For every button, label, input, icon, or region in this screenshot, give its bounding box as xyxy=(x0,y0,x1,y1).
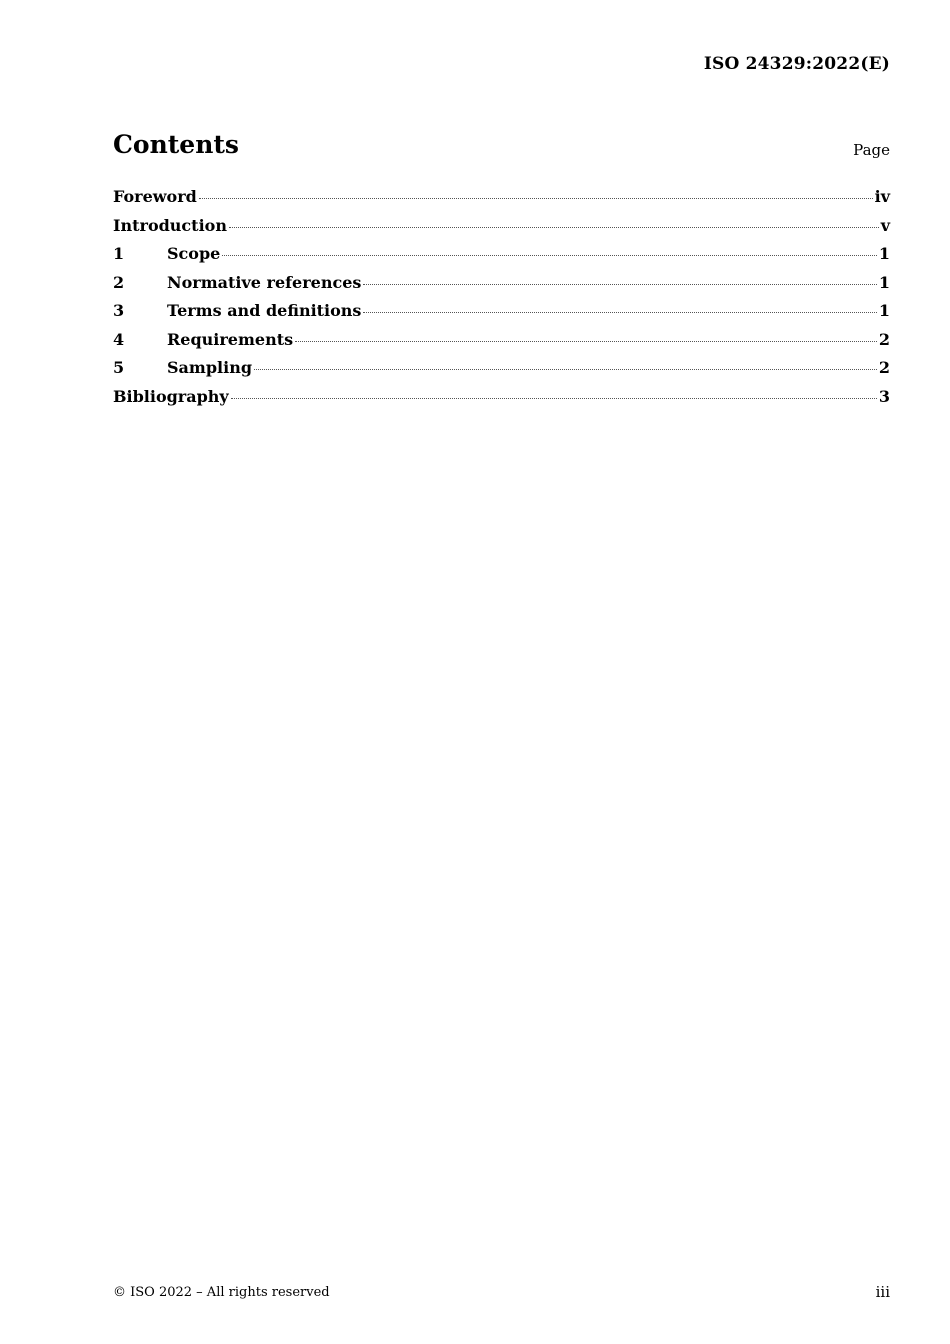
toc-entry-normative-references[interactable] xyxy=(113,269,890,298)
contents-title: Contents xyxy=(113,130,240,159)
toc-entry-page: 1 xyxy=(878,244,890,263)
toc-entry-page: 3 xyxy=(878,386,890,406)
toc-entry-terms-and-definitions[interactable] xyxy=(113,297,890,326)
toc-entry-title: Requirements xyxy=(167,329,294,349)
toc-entry-page: 1 xyxy=(878,301,890,320)
toc-entry-sampling[interactable] xyxy=(113,354,890,383)
dot-leader xyxy=(295,341,877,342)
toc-entry-number: 5 xyxy=(113,358,125,377)
document-id: ISO 24329:2022(E) xyxy=(703,54,890,74)
table-of-contents xyxy=(113,183,890,411)
toc-entry-title: Sampling xyxy=(167,358,253,377)
toc-entry-page: iv xyxy=(874,187,890,206)
toc-entry-title: Bibliography xyxy=(113,386,229,406)
toc-entry-page: v xyxy=(880,215,890,235)
toc-entry-title: Normative references xyxy=(167,272,362,292)
toc-entry-title: Introduction xyxy=(113,215,227,235)
toc-entry-title: Scope xyxy=(167,244,221,263)
toc-entry-page: 2 xyxy=(878,329,890,349)
toc-entry-number: 3 xyxy=(113,301,125,320)
toc-entry-page: 2 xyxy=(878,358,890,377)
dot-leader xyxy=(363,284,876,285)
toc-entry-foreword[interactable] xyxy=(113,183,890,212)
dot-leader xyxy=(231,398,877,399)
toc-entry-number: 2 xyxy=(113,272,125,292)
toc-entry-number: 4 xyxy=(113,329,125,349)
toc-entry-bibliography[interactable] xyxy=(113,383,890,412)
footer-copyright: © ISO 2022 – All rights reserved xyxy=(113,1285,330,1300)
toc-entry-title: Terms and definitions xyxy=(167,301,362,320)
dot-leader xyxy=(254,369,877,370)
toc-entry-number: 1 xyxy=(113,244,125,263)
footer-page-number: iii xyxy=(875,1283,890,1301)
toc-entry-scope[interactable] xyxy=(113,240,890,269)
page-column-label: Page xyxy=(853,141,890,159)
toc-entry-page: 1 xyxy=(878,272,890,292)
toc-entry-title: Foreword xyxy=(113,187,197,206)
contents-header xyxy=(113,130,890,166)
toc-entry-introduction[interactable] xyxy=(113,212,890,241)
dot-leader xyxy=(199,198,873,199)
dot-leader xyxy=(229,227,879,228)
toc-entry-requirements[interactable] xyxy=(113,326,890,355)
dot-leader xyxy=(222,255,877,256)
dot-leader xyxy=(363,312,876,313)
